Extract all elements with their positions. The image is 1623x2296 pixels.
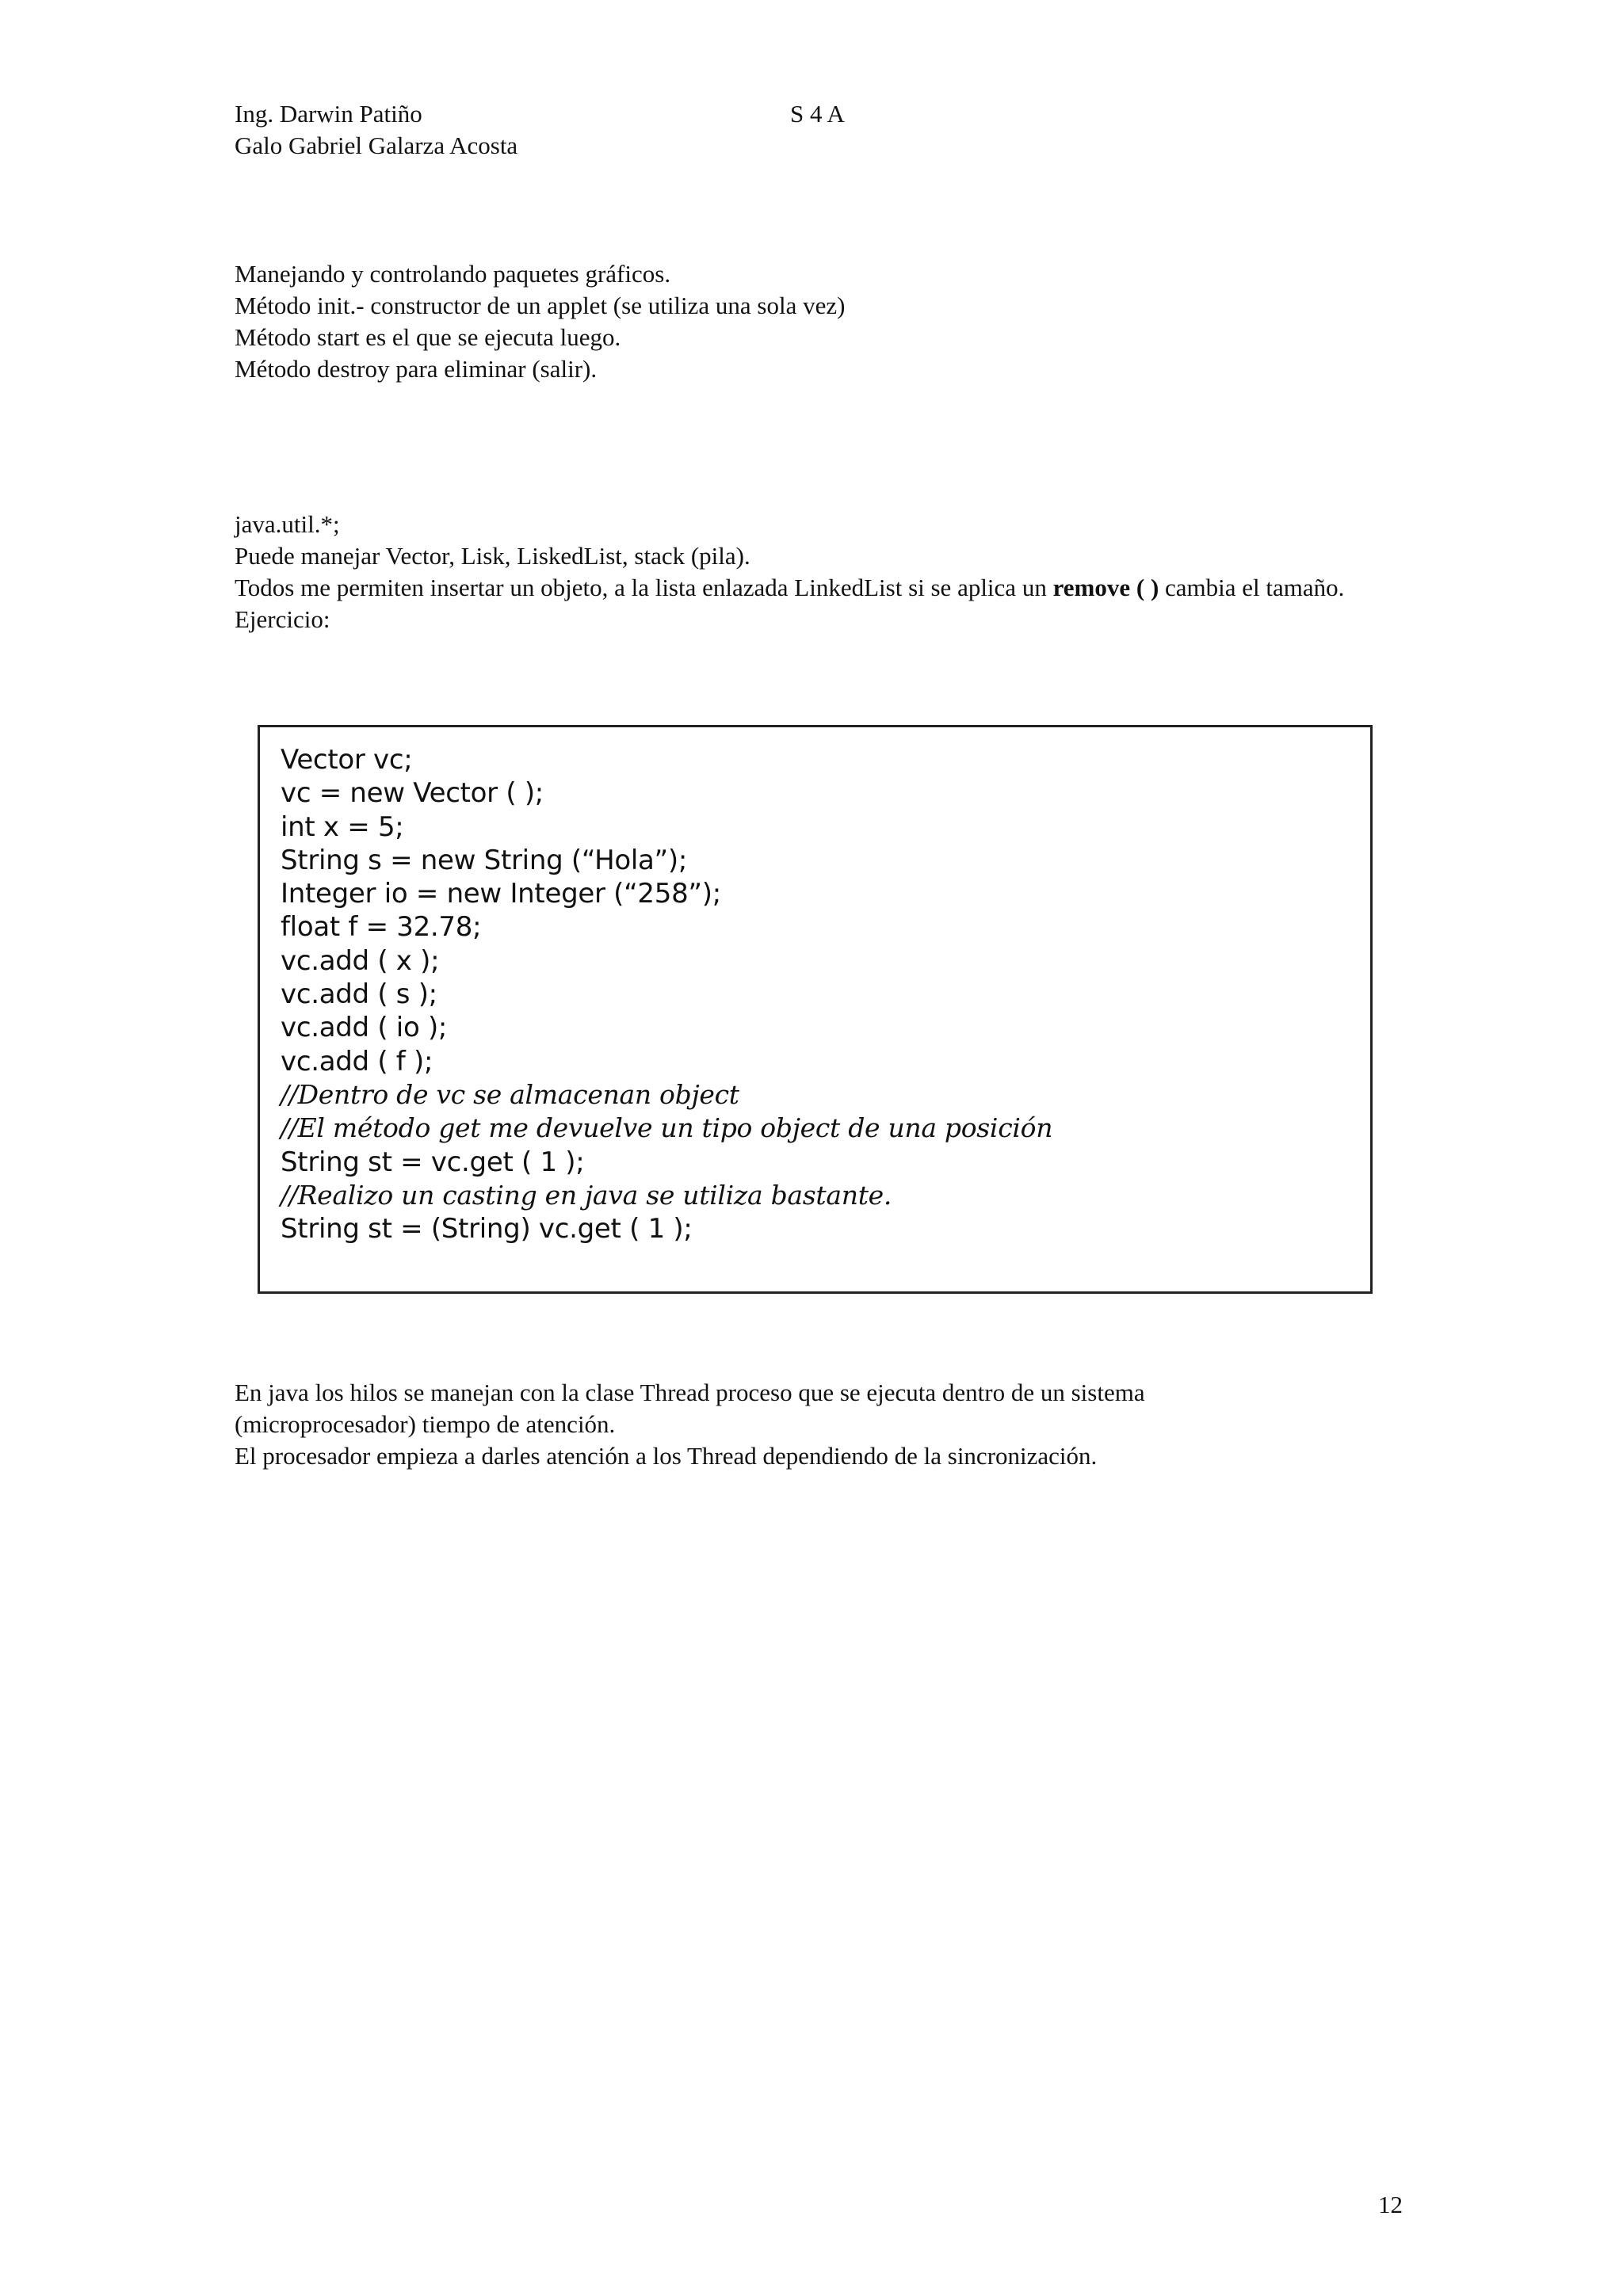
intro-paragraph [235, 258, 1400, 385]
intro-line: Método start es el que se ejecuta luego. [235, 323, 621, 351]
code-line: vc.add ( f ); [281, 1045, 433, 1077]
page-number: 12 [1378, 2191, 1403, 2218]
intro-line: Manejando y controlando paquetes gráficos. [235, 260, 671, 288]
collections-text: Puede manejar Vector, Lisk, LiskedList, stack (pila). [235, 542, 750, 570]
intro-line: Método init.- constructor de un applet (se utiliza una sola vez) [235, 292, 846, 319]
code-comment: //El método get me devuelve un tipo object de una posición [281, 1112, 1053, 1144]
code-line: float f = 32.78; [281, 911, 482, 944]
page-header-names [235, 98, 517, 162]
section-code: S 4 A [790, 100, 845, 128]
insert-text-before: Todos me permiten insertar un objeto, a la lista enlazada LinkedList si se aplica un [235, 574, 1053, 601]
code-line: vc = new Vector ( ); [281, 777, 544, 810]
sync-line: El procesador empieza a darles atención a los Thread dependiendo de la sincronización. [235, 1442, 1098, 1470]
code-example-box [258, 725, 1373, 1294]
exercise-label: Ejercicio: [235, 605, 330, 633]
code-line: Vector vc; [281, 744, 413, 776]
code-line: int x = 5; [281, 810, 404, 843]
code-line: String st = vc.get ( 1 ); [281, 1146, 585, 1178]
remove-method-bold: remove ( ) [1052, 574, 1159, 601]
student-name: Galo Gabriel Galarza Acosta [235, 132, 518, 159]
code-line: vc.add ( io ); [281, 1012, 448, 1044]
code-line: Integer io = new Integer (“258”); [281, 878, 721, 910]
code-comment: //Dentro de vc se almacenan object [281, 1078, 739, 1110]
code-comment: //Realizo un casting en java se utiliza bastante. [281, 1179, 892, 1211]
intro-line: Método destroy para eliminar (salir). [235, 355, 598, 383]
threads-paragraph [235, 1377, 1400, 1472]
code-line: String s = new String (“Hola”); [281, 844, 687, 876]
code-line: vc.add ( x ); [281, 944, 440, 977]
threads-line: (microprocesador) tiempo de atención. [235, 1410, 616, 1438]
insert-text [235, 572, 1400, 604]
instructor-name: Ing. Darwin Patiño [235, 100, 422, 128]
code-line: vc.add ( s ); [281, 978, 437, 1011]
code-lines [281, 743, 1354, 1245]
util-paragraph [235, 509, 1400, 635]
threads-line: En java los hilos se manejan con la clase Thread proceso que se ejecuta dentro de un sistema [235, 1379, 1145, 1406]
package-import: java.util.*; [235, 510, 340, 538]
insert-text-after: cambia el tamaño. [1159, 574, 1345, 601]
code-line: String st = (String) vc.get ( 1 ); [281, 1213, 693, 1245]
